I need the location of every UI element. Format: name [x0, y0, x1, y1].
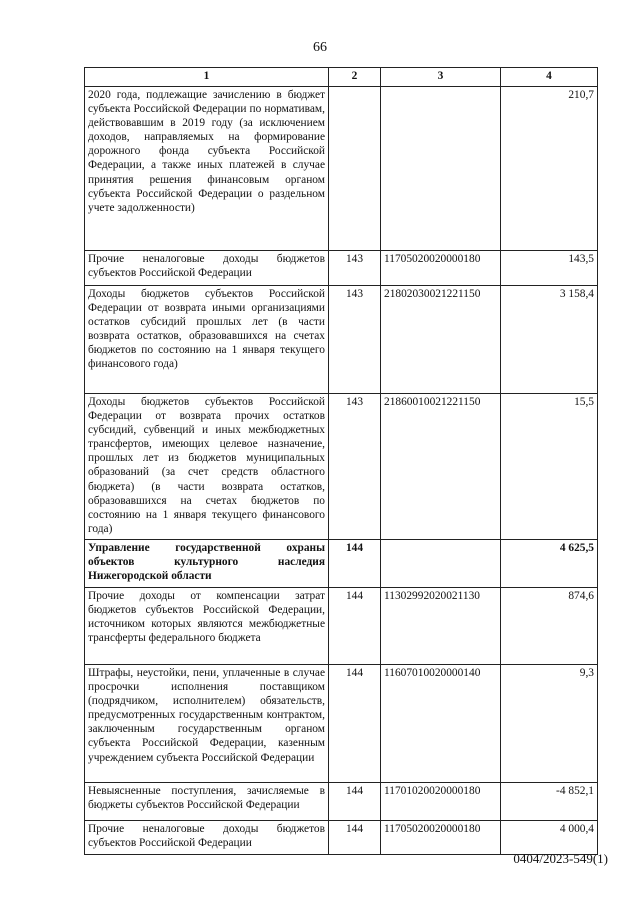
row-income-code: 21802030021221150: [381, 286, 501, 394]
row-admin-code: 144: [329, 588, 381, 665]
row-admin-code: 144: [329, 821, 381, 855]
table-header-row: [85, 68, 598, 87]
row-admin-code: [329, 87, 381, 251]
table-row: [85, 251, 598, 286]
row-admin-code: 143: [329, 394, 381, 540]
table-row: [85, 394, 598, 540]
table-row: [85, 665, 598, 783]
row-admin-code: 144: [329, 540, 381, 588]
row-description: Управление государственной охраны объектов культурного наследия Нижегородской области: [85, 540, 329, 588]
row-amount: 3 158,4: [501, 286, 598, 394]
table-row-section-header: [85, 540, 598, 588]
row-amount: 4 000,4: [501, 821, 598, 855]
header-col-3: 3: [381, 68, 501, 87]
row-amount: 143,5: [501, 251, 598, 286]
row-description: Доходы бюджетов субъектов Российской Федерации от возврата иными организациями остатков субсидий прошлых лет (в части возврата остатков, образовавшихся на счетах бюджетов по состоянию на 1 января текущего финансового года): [85, 286, 329, 394]
row-admin-code: 143: [329, 286, 381, 394]
document-registration-code: 0404/2023-549(1): [513, 851, 608, 866]
row-income-code: 11302992020021130: [381, 588, 501, 665]
table-row: [85, 821, 598, 855]
table-row: [85, 87, 598, 251]
row-amount: 210,7: [501, 87, 598, 251]
row-description: Прочие неналоговые доходы бюджетов субъектов Российской Федерации: [85, 821, 329, 855]
row-income-code: 21860010021221150: [381, 394, 501, 540]
row-description: Прочие неналоговые доходы бюджетов субъектов Российской Федерации: [85, 251, 329, 286]
table-row: [85, 783, 598, 821]
row-amount: 4 625,5: [501, 540, 598, 588]
row-description: Прочие доходы от компенсации затрат бюджетов субъектов Российской Федерации, источником которых являются межбюджетные трансферты федерального бюджета: [85, 588, 329, 665]
page-number: 66: [313, 40, 327, 55]
row-amount: 15,5: [501, 394, 598, 540]
row-description: 2020 года, подлежащие зачислению в бюджет субъекта Российской Федерации по нормативам, действовавшим в 2019 году (за исключением доходов, направляемых на формирование дорожного фонда субъекта Российской Федерации, а также иных платежей в случае принятия решения финансовым органом субъекта Российской Федерации о раздельном учете задолженности): [85, 87, 329, 251]
table-row: [85, 588, 598, 665]
row-income-code: 11607010020000140: [381, 665, 501, 783]
row-amount: 874,6: [501, 588, 598, 665]
row-income-code: 11705020020000180: [381, 821, 501, 855]
header-col-1: 1: [85, 68, 329, 87]
row-admin-code: 144: [329, 783, 381, 821]
row-admin-code: 144: [329, 665, 381, 783]
row-income-code: [381, 87, 501, 251]
table-row: [85, 286, 598, 394]
row-description: Штрафы, неустойки, пени, уплаченные в случае просрочки исполнения поставщиком (подрядчиком, исполнителем) обязательств, предусмотренных государственным контрактом, заключенным государственным органом субъекта Российской Федерации, казенным учреждением субъекта Российской Федерации: [85, 665, 329, 783]
header-col-2: 2: [329, 68, 381, 87]
row-income-code: [381, 540, 501, 588]
row-description: Доходы бюджетов субъектов Российской Федерации от возврата прочих остатков субсидий, субвенций и иных межбюджетных трансфертов, имеющих целевое назначение, прошлых лет из бюджетов муниципальных образований (за счет средств областного бюджета) (в части возврата остатков, образовавшихся на счетах бюджетов по состоянию на 1 января текущего финансового года): [85, 394, 329, 540]
row-income-code: 11701020020000180: [381, 783, 501, 821]
row-admin-code: 143: [329, 251, 381, 286]
budget-income-table: [84, 67, 598, 855]
row-income-code: 11705020020000180: [381, 251, 501, 286]
header-col-4: 4: [501, 68, 598, 87]
row-amount: -4 852,1: [501, 783, 598, 821]
row-amount: 9,3: [501, 665, 598, 783]
row-description: Невыясненные поступления, зачисляемые в бюджеты субъектов Российской Федерации: [85, 783, 329, 821]
